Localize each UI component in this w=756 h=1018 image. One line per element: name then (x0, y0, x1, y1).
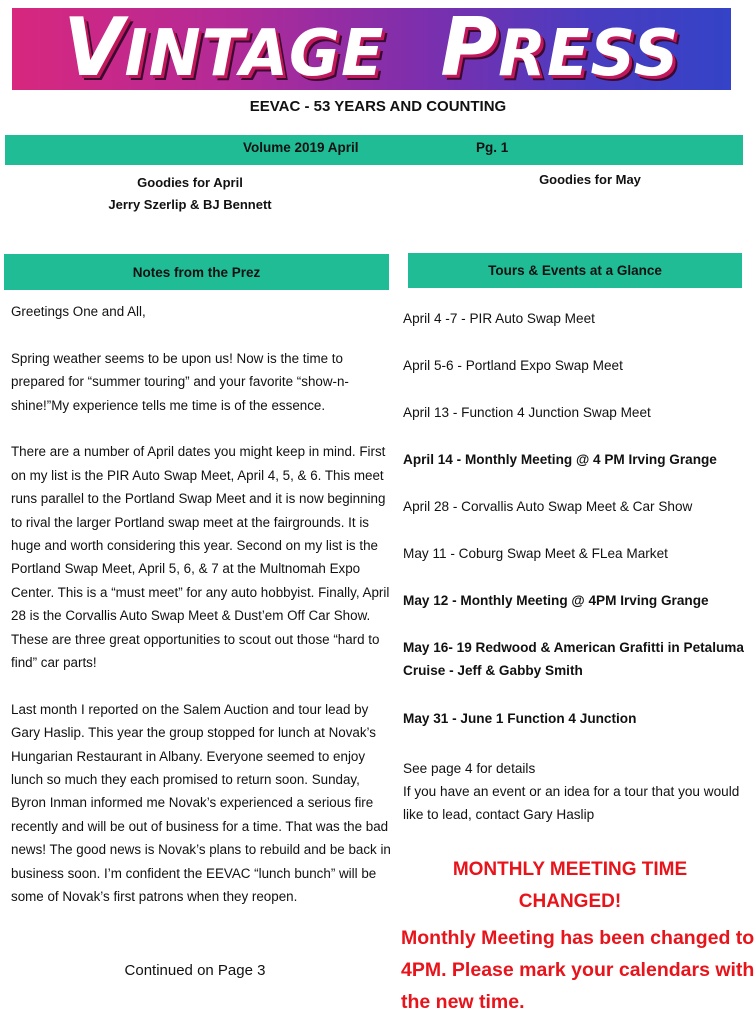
prez-heading: Notes from the Prez (132, 264, 261, 280)
event-item: April 4 -7 - PIR Auto Swap Meet (403, 311, 595, 326)
event-item: April 14 - Monthly Meeting @ 4 PM Irving Grange (403, 452, 717, 467)
event-item: May 11 - Coburg Swap Meet & FLea Market (403, 546, 668, 561)
goodies-april-names: Jerry Szerlip & BJ Bennett (108, 197, 272, 212)
events-note (403, 757, 753, 826)
event-item: April 5-6 - Portland Expo Swap Meet (403, 358, 623, 373)
event-item: May 12 - Monthly Meeting @ 4PM Irving Grange (403, 593, 709, 608)
alert-headline-line2: CHANGED! (518, 891, 622, 912)
goodies-april (100, 172, 280, 216)
title-initial-v: V (63, 8, 125, 90)
alert-headline-line1: MONTHLY MEETING TIME (452, 859, 688, 880)
goodies-may-label: Goodies for May (539, 172, 641, 187)
event-item: May 16- 19 Redwood & American Grafitti in Petaluma (403, 640, 744, 655)
prez-article (11, 300, 396, 932)
event-item: Cruise - Jeff & Gabby Smith (403, 663, 583, 678)
event-item: April 28 - Corvallis Auto Swap Meet & Car Show (403, 499, 693, 514)
goodies-april-label: Goodies for April (137, 175, 243, 190)
title-word-vintage: INTAGE (124, 17, 385, 90)
see-page-note: See page 4 for details (403, 761, 536, 776)
event-item: April 13 - Function 4 Junction Swap Meet (403, 405, 651, 420)
alert-headline (405, 854, 735, 918)
contact-note: If you have an event or an idea for a tour that you would like to lead, contact Gary Haslip (403, 784, 740, 822)
page-number: Pg. 1 (476, 140, 509, 155)
issue-volume: Volume 2019 April (243, 140, 359, 155)
title-initial-p: P (440, 8, 499, 90)
continued-note: Continued on Page 3 (124, 962, 266, 979)
goodies-may (500, 169, 680, 191)
prez-paragraph: There are a number of April dates you might keep in mind. First on my list is the PIR Auto Swap Meet, April 4, 5, & 6. This meet runs parallel to the Portland Swap Meet and it is now beginning to rival the larger Portland swap meet at the fairgrounds. It is huge and worth considering this year. Second on my list is the Portland Swap Meet, April 5, 6, & 7 at the Multnomah Expo Center. This is a “must meet” for any auto hobbyist. Finally, April 28 is the Corvallis Auto Swap Meet & Dust’em Off Car Show. These are three great opportunities to scout out those “hard to find” car parts! (11, 444, 390, 671)
masthead-banner (12, 8, 731, 90)
events-section-header (408, 253, 742, 288)
prez-paragraph: Last month I reported on the Salem Auction and tour lead by Gary Haslip. This year the group stopped for lunch at Novak’s Hungarian Restaurant in Albany. Everyone seemed to enjoy lunch so much they each promised to return soon. Sunday, Byron Inman informed me Novak’s experienced a serious fire recently and will be out of business for a time. That was the bad news! The good news is Novak’s plans to rebuild and be back in business soon. I’m confident the EEVAC “lunch bunch” will be some of Novak’s first patrons when they reopen. (11, 701, 391, 905)
issue-bar (5, 135, 743, 165)
event-item: May 31 - June 1 Function 4 Junction (403, 711, 637, 726)
alert-body: Monthly Meeting has been changed to 4PM. Please mark your calendars with the new time. (401, 927, 755, 1013)
events-heading: Tours & Events at a Glance (488, 263, 662, 278)
tagline: EEVAC - 53 YEARS AND COUNTING (249, 98, 507, 115)
prez-section-header (4, 254, 389, 290)
prez-paragraph: Greetings One and All, (11, 304, 146, 319)
masthead-title (23, 8, 720, 90)
prez-paragraph: Spring weather seems to be upon us! Now is the time to prepared for “summer touring” and your favorite “show-n-shine!”My experience tells me time is of the essence. (11, 350, 349, 413)
title-word-press: RESS (498, 17, 680, 90)
